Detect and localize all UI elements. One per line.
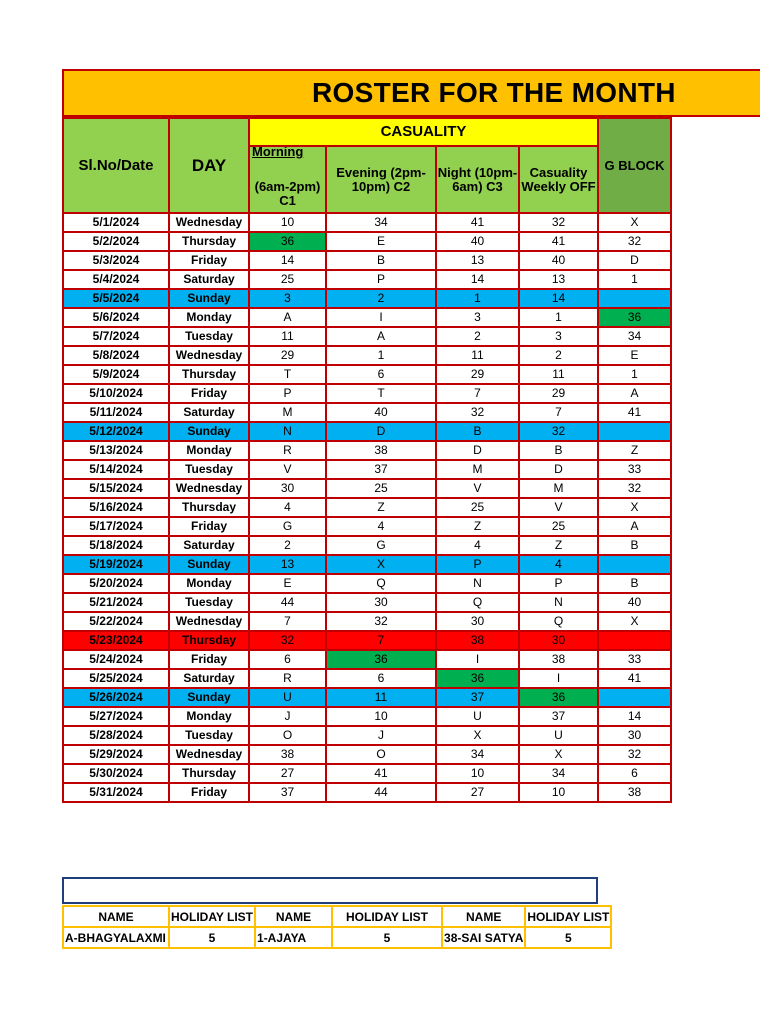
cell-day: Wednesday xyxy=(169,346,249,365)
cell-day: Monday xyxy=(169,441,249,460)
table-row xyxy=(63,555,671,574)
cell-date: 5/29/2024 xyxy=(63,745,169,764)
holiday-header-name-1: NAME xyxy=(63,906,169,927)
cell-morning-c1: 25 xyxy=(249,270,326,289)
cell-g-block: B xyxy=(598,536,671,555)
cell-evening-c2: 7 xyxy=(326,631,436,650)
cell-night-c3: 3 xyxy=(436,308,519,327)
cell-day: Tuesday xyxy=(169,327,249,346)
cell-g-block: D xyxy=(598,251,671,270)
cell-night-c3: N xyxy=(436,574,519,593)
cell-date: 5/4/2024 xyxy=(63,270,169,289)
cell-weekly-off: M xyxy=(519,479,598,498)
table-row xyxy=(63,707,671,726)
table-row xyxy=(63,517,671,536)
cell-night-c3: 25 xyxy=(436,498,519,517)
cell-morning-c1: 11 xyxy=(249,327,326,346)
cell-date: 5/11/2024 xyxy=(63,403,169,422)
cell-weekly-off: 14 xyxy=(519,289,598,308)
table-row xyxy=(63,726,671,745)
holiday-header-list-1: HOLIDAY LIST xyxy=(169,906,255,927)
cell-night-c3: 41 xyxy=(436,213,519,232)
cell-evening-c2: I xyxy=(326,308,436,327)
cell-g-block: B xyxy=(598,574,671,593)
cell-date: 5/9/2024 xyxy=(63,365,169,384)
table-row xyxy=(63,783,671,802)
cell-day: Monday xyxy=(169,707,249,726)
cell-g-block: 33 xyxy=(598,460,671,479)
table-row xyxy=(63,479,671,498)
cell-weekly-off: D xyxy=(519,460,598,479)
table-row xyxy=(63,536,671,555)
cell-g-block: X xyxy=(598,612,671,631)
cell-day: Friday xyxy=(169,650,249,669)
table-row xyxy=(63,764,671,783)
cell-night-c3: 11 xyxy=(436,346,519,365)
table-row xyxy=(63,403,671,422)
cell-evening-c2: P xyxy=(326,270,436,289)
cell-morning-c1: 29 xyxy=(249,346,326,365)
cell-weekly-off: X xyxy=(519,745,598,764)
cell-morning-c1: V xyxy=(249,460,326,479)
table-row xyxy=(63,498,671,517)
cell-night-c3: 30 xyxy=(436,612,519,631)
cell-evening-c2: 10 xyxy=(326,707,436,726)
cell-g-block xyxy=(598,688,671,707)
cell-morning-c1: O xyxy=(249,726,326,745)
holiday-header-list-3: HOLIDAY LIST xyxy=(525,906,611,927)
holiday-value-row xyxy=(63,927,611,948)
cell-evening-c2: E xyxy=(326,232,436,251)
cell-morning-c1: 14 xyxy=(249,251,326,270)
cell-g-block: 30 xyxy=(598,726,671,745)
cell-morning-c1: A xyxy=(249,308,326,327)
cell-day: Sunday xyxy=(169,289,249,308)
cell-g-block: 40 xyxy=(598,593,671,612)
cell-date: 5/5/2024 xyxy=(63,289,169,308)
cell-night-c3: U xyxy=(436,707,519,726)
cell-weekly-off: 36 xyxy=(519,688,598,707)
cell-date: 5/18/2024 xyxy=(63,536,169,555)
cell-date: 5/13/2024 xyxy=(63,441,169,460)
header-morning xyxy=(249,146,326,213)
cell-day: Sunday xyxy=(169,688,249,707)
cell-date: 5/17/2024 xyxy=(63,517,169,536)
cell-evening-c2: O xyxy=(326,745,436,764)
cell-date: 5/8/2024 xyxy=(63,346,169,365)
cell-g-block xyxy=(598,289,671,308)
cell-night-c3: 29 xyxy=(436,365,519,384)
cell-date: 5/22/2024 xyxy=(63,612,169,631)
table-row xyxy=(63,308,671,327)
cell-night-c3: Z xyxy=(436,517,519,536)
holiday-count-3: 5 xyxy=(525,927,611,948)
cell-night-c3: I xyxy=(436,650,519,669)
cell-evening-c2: 36 xyxy=(326,650,436,669)
cell-date: 5/30/2024 xyxy=(63,764,169,783)
cell-day: Saturday xyxy=(169,536,249,555)
cell-date: 5/3/2024 xyxy=(63,251,169,270)
cell-weekly-off: B xyxy=(519,441,598,460)
cell-night-c3: 27 xyxy=(436,783,519,802)
cell-weekly-off: 29 xyxy=(519,384,598,403)
cell-evening-c2: 6 xyxy=(326,365,436,384)
cell-night-c3: 32 xyxy=(436,403,519,422)
blank-row xyxy=(62,877,598,904)
cell-date: 5/21/2024 xyxy=(63,593,169,612)
cell-evening-c2: 34 xyxy=(326,213,436,232)
cell-day: Friday xyxy=(169,251,249,270)
cell-morning-c1: 32 xyxy=(249,631,326,650)
cell-morning-c1: 6 xyxy=(249,650,326,669)
cell-g-block: X xyxy=(598,498,671,517)
header-slno-date: Sl.No/Date xyxy=(63,118,169,213)
cell-evening-c2: 44 xyxy=(326,783,436,802)
cell-evening-c2: X xyxy=(326,555,436,574)
header-evening: Evening (2pm-10pm) C2 xyxy=(326,146,436,213)
cell-day: Wednesday xyxy=(169,213,249,232)
cell-day: Wednesday xyxy=(169,612,249,631)
cell-weekly-off: 25 xyxy=(519,517,598,536)
cell-morning-c1: R xyxy=(249,441,326,460)
cell-evening-c2: 6 xyxy=(326,669,436,688)
cell-g-block: 6 xyxy=(598,764,671,783)
cell-date: 5/26/2024 xyxy=(63,688,169,707)
cell-weekly-off: P xyxy=(519,574,598,593)
cell-weekly-off: 41 xyxy=(519,232,598,251)
cell-evening-c2: A xyxy=(326,327,436,346)
cell-evening-c2: J xyxy=(326,726,436,745)
cell-date: 5/6/2024 xyxy=(63,308,169,327)
cell-g-block: 36 xyxy=(598,308,671,327)
cell-evening-c2: 37 xyxy=(326,460,436,479)
cell-morning-c1: 38 xyxy=(249,745,326,764)
table-row xyxy=(63,232,671,251)
cell-date: 5/7/2024 xyxy=(63,327,169,346)
cell-night-c3: 13 xyxy=(436,251,519,270)
cell-day: Tuesday xyxy=(169,593,249,612)
cell-g-block: 41 xyxy=(598,403,671,422)
holiday-header-row xyxy=(63,906,611,927)
cell-g-block: A xyxy=(598,384,671,403)
table-row xyxy=(63,688,671,707)
cell-day: Monday xyxy=(169,574,249,593)
cell-evening-c2: 32 xyxy=(326,612,436,631)
cell-morning-c1: P xyxy=(249,384,326,403)
cell-evening-c2: T xyxy=(326,384,436,403)
holiday-header-name-3: NAME xyxy=(442,906,525,927)
table-row xyxy=(63,251,671,270)
cell-morning-c1: 27 xyxy=(249,764,326,783)
cell-g-block: X xyxy=(598,213,671,232)
cell-weekly-off: U xyxy=(519,726,598,745)
cell-day: Thursday xyxy=(169,631,249,650)
cell-weekly-off: 4 xyxy=(519,555,598,574)
cell-evening-c2: 38 xyxy=(326,441,436,460)
cell-evening-c2: 4 xyxy=(326,517,436,536)
cell-morning-c1: 4 xyxy=(249,498,326,517)
cell-evening-c2: 11 xyxy=(326,688,436,707)
cell-day: Sunday xyxy=(169,555,249,574)
cell-date: 5/27/2024 xyxy=(63,707,169,726)
cell-morning-c1: 30 xyxy=(249,479,326,498)
cell-evening-c2: 2 xyxy=(326,289,436,308)
cell-morning-c1: 44 xyxy=(249,593,326,612)
cell-morning-c1: 37 xyxy=(249,783,326,802)
holiday-header-name-2: NAME xyxy=(255,906,332,927)
cell-morning-c1: E xyxy=(249,574,326,593)
cell-g-block: 14 xyxy=(598,707,671,726)
cell-evening-c2: Q xyxy=(326,574,436,593)
cell-night-c3: 37 xyxy=(436,688,519,707)
cell-weekly-off: 2 xyxy=(519,346,598,365)
cell-night-c3: 7 xyxy=(436,384,519,403)
cell-evening-c2: 25 xyxy=(326,479,436,498)
cell-morning-c1: M xyxy=(249,403,326,422)
cell-night-c3: Q xyxy=(436,593,519,612)
holiday-name-3: 38-SAI SATYA xyxy=(442,927,525,948)
cell-day: Friday xyxy=(169,783,249,802)
table-row xyxy=(63,745,671,764)
table-row xyxy=(63,669,671,688)
table-row xyxy=(63,441,671,460)
cell-g-block: 32 xyxy=(598,479,671,498)
cell-g-block: 32 xyxy=(598,745,671,764)
cell-day: Wednesday xyxy=(169,745,249,764)
cell-evening-c2: 41 xyxy=(326,764,436,783)
cell-weekly-off: I xyxy=(519,669,598,688)
cell-morning-c1: U xyxy=(249,688,326,707)
cell-day: Saturday xyxy=(169,403,249,422)
table-row xyxy=(63,289,671,308)
cell-morning-c1: J xyxy=(249,707,326,726)
cell-day: Thursday xyxy=(169,232,249,251)
cell-weekly-off: Z xyxy=(519,536,598,555)
cell-date: 5/12/2024 xyxy=(63,422,169,441)
cell-date: 5/20/2024 xyxy=(63,574,169,593)
cell-weekly-off: 34 xyxy=(519,764,598,783)
cell-day: Monday xyxy=(169,308,249,327)
cell-evening-c2: B xyxy=(326,251,436,270)
cell-day: Sunday xyxy=(169,422,249,441)
cell-weekly-off: 10 xyxy=(519,783,598,802)
table-row xyxy=(63,327,671,346)
cell-night-c3: 4 xyxy=(436,536,519,555)
cell-day: Wednesday xyxy=(169,479,249,498)
cell-night-c3: 40 xyxy=(436,232,519,251)
title-bar xyxy=(62,69,760,117)
header-row-top xyxy=(63,118,671,146)
cell-g-block xyxy=(598,555,671,574)
table-row xyxy=(63,384,671,403)
cell-morning-c1: 7 xyxy=(249,612,326,631)
cell-night-c3: D xyxy=(436,441,519,460)
table-row xyxy=(63,631,671,650)
page-title: ROSTER FOR THE MONTH xyxy=(312,77,676,108)
cell-day: Thursday xyxy=(169,498,249,517)
cell-weekly-off: 38 xyxy=(519,650,598,669)
table-row xyxy=(63,593,671,612)
cell-morning-c1: 3 xyxy=(249,289,326,308)
cell-g-block: 33 xyxy=(598,650,671,669)
cell-weekly-off: 13 xyxy=(519,270,598,289)
cell-evening-c2: 30 xyxy=(326,593,436,612)
cell-date: 5/19/2024 xyxy=(63,555,169,574)
header-weekly-off: Casuality Weekly OFF xyxy=(519,146,598,213)
cell-weekly-off: 11 xyxy=(519,365,598,384)
cell-date: 5/1/2024 xyxy=(63,213,169,232)
cell-night-c3: P xyxy=(436,555,519,574)
holiday-name-1: A-BHAGYALAXMI xyxy=(63,927,169,948)
table-row xyxy=(63,365,671,384)
cell-date: 5/28/2024 xyxy=(63,726,169,745)
cell-weekly-off: 37 xyxy=(519,707,598,726)
cell-night-c3: 38 xyxy=(436,631,519,650)
cell-morning-c1: T xyxy=(249,365,326,384)
cell-date: 5/24/2024 xyxy=(63,650,169,669)
cell-evening-c2: 40 xyxy=(326,403,436,422)
cell-day: Tuesday xyxy=(169,460,249,479)
cell-date: 5/2/2024 xyxy=(63,232,169,251)
table-row xyxy=(63,213,671,232)
cell-night-c3: 2 xyxy=(436,327,519,346)
cell-g-block xyxy=(598,422,671,441)
cell-date: 5/14/2024 xyxy=(63,460,169,479)
table-row xyxy=(63,460,671,479)
cell-weekly-off: 40 xyxy=(519,251,598,270)
cell-night-c3: 14 xyxy=(436,270,519,289)
cell-morning-c1: 36 xyxy=(249,232,326,251)
cell-night-c3: V xyxy=(436,479,519,498)
cell-day: Saturday xyxy=(169,270,249,289)
cell-evening-c2: D xyxy=(326,422,436,441)
cell-evening-c2: G xyxy=(326,536,436,555)
cell-date: 5/15/2024 xyxy=(63,479,169,498)
cell-night-c3: 34 xyxy=(436,745,519,764)
cell-morning-c1: G xyxy=(249,517,326,536)
cell-weekly-off: 32 xyxy=(519,422,598,441)
cell-weekly-off: 1 xyxy=(519,308,598,327)
cell-weekly-off: Q xyxy=(519,612,598,631)
cell-date: 5/25/2024 xyxy=(63,669,169,688)
cell-day: Friday xyxy=(169,517,249,536)
cell-g-block: 34 xyxy=(598,327,671,346)
cell-date: 5/31/2024 xyxy=(63,783,169,802)
table-row xyxy=(63,346,671,365)
cell-day: Friday xyxy=(169,384,249,403)
table-row xyxy=(63,574,671,593)
cell-day: Saturday xyxy=(169,669,249,688)
cell-night-c3: B xyxy=(436,422,519,441)
cell-day: Tuesday xyxy=(169,726,249,745)
holiday-name-2: 1-AJAYA xyxy=(255,927,332,948)
cell-night-c3: 1 xyxy=(436,289,519,308)
cell-evening-c2: Z xyxy=(326,498,436,517)
cell-weekly-off: N xyxy=(519,593,598,612)
cell-night-c3: M xyxy=(436,460,519,479)
cell-day: Thursday xyxy=(169,365,249,384)
cell-weekly-off: 32 xyxy=(519,213,598,232)
cell-day: Thursday xyxy=(169,764,249,783)
cell-g-block xyxy=(598,631,671,650)
cell-weekly-off: 7 xyxy=(519,403,598,422)
cell-morning-c1: 13 xyxy=(249,555,326,574)
cell-g-block: Z xyxy=(598,441,671,460)
table-row xyxy=(63,612,671,631)
cell-g-block: A xyxy=(598,517,671,536)
cell-g-block: 38 xyxy=(598,783,671,802)
roster-table xyxy=(62,117,672,803)
header-morning-sub: (6am-2pm) C1 xyxy=(254,179,321,208)
table-row xyxy=(63,650,671,669)
cell-evening-c2: 1 xyxy=(326,346,436,365)
holiday-count-1: 5 xyxy=(169,927,255,948)
cell-g-block: 1 xyxy=(598,270,671,289)
holiday-count-2: 5 xyxy=(332,927,442,948)
header-night: Night (10pm-6am) C3 xyxy=(436,146,519,213)
cell-g-block: E xyxy=(598,346,671,365)
cell-morning-c1: N xyxy=(249,422,326,441)
cell-weekly-off: 30 xyxy=(519,631,598,650)
cell-night-c3: X xyxy=(436,726,519,745)
header-day: DAY xyxy=(169,118,249,213)
cell-morning-c1: R xyxy=(249,669,326,688)
cell-weekly-off: V xyxy=(519,498,598,517)
holiday-table xyxy=(62,905,612,949)
cell-g-block: 32 xyxy=(598,232,671,251)
header-morning-label: Morning xyxy=(252,146,304,159)
header-g-block: G BLOCK xyxy=(598,118,671,213)
table-row xyxy=(63,422,671,441)
cell-date: 5/10/2024 xyxy=(63,384,169,403)
cell-weekly-off: 3 xyxy=(519,327,598,346)
header-casuality: CASUALITY xyxy=(249,118,598,146)
cell-morning-c1: 2 xyxy=(249,536,326,555)
cell-date: 5/23/2024 xyxy=(63,631,169,650)
cell-morning-c1: 10 xyxy=(249,213,326,232)
cell-g-block: 41 xyxy=(598,669,671,688)
cell-g-block: 1 xyxy=(598,365,671,384)
cell-night-c3: 36 xyxy=(436,669,519,688)
holiday-header-list-2: HOLIDAY LIST xyxy=(332,906,442,927)
table-row xyxy=(63,270,671,289)
cell-date: 5/16/2024 xyxy=(63,498,169,517)
cell-night-c3: 10 xyxy=(436,764,519,783)
